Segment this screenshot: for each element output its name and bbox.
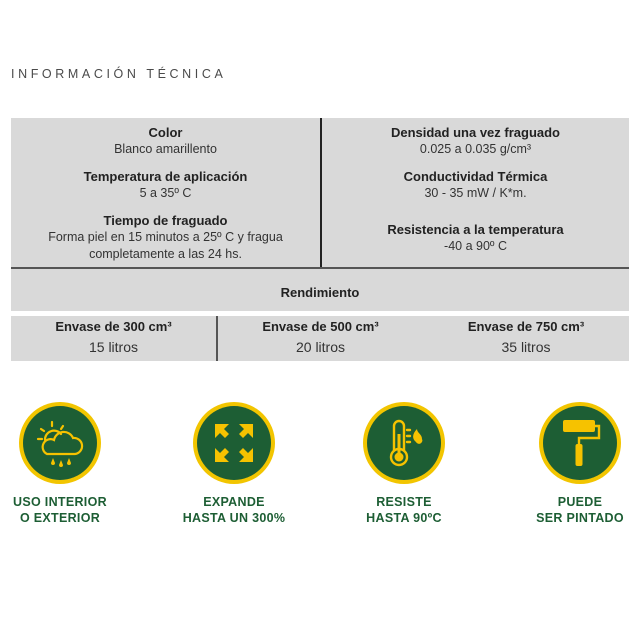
- spec-label: Tiempo de fraguado: [103, 213, 228, 228]
- spec-value: Blanco amarillento: [114, 142, 217, 156]
- rendimiento-title: Rendimiento: [280, 285, 360, 300]
- spec-label: Resistencia a la temperatura: [387, 222, 564, 237]
- spec-value: Forma piel en 15 minutos a 25º C y fragua: [48, 230, 283, 244]
- paint-roller-icon: [537, 400, 623, 486]
- spec-value: 0.025 a 0.035 g/cm³: [419, 142, 532, 156]
- spec-label: Temperatura de aplicación: [83, 169, 248, 184]
- envase-label: Envase de 300 cm³: [55, 319, 172, 334]
- spec-value: -40 a 90º C: [444, 239, 507, 253]
- feature-label: [500, 494, 640, 526]
- feature-label-line2: O EXTERIOR: [19, 511, 101, 525]
- spec-value: 5 a 35º C: [139, 186, 192, 200]
- spec-label: Color: [148, 125, 183, 140]
- spec-value: 30 - 35 mW / K*m.: [424, 186, 527, 200]
- envase-label: Envase de 750 cm³: [467, 319, 585, 334]
- feature-paintable: [500, 400, 640, 526]
- section-title: INFORMACIÓN TÉCNICA: [11, 67, 227, 81]
- feature-label-line1: EXPANDE: [203, 495, 265, 509]
- feature-label-line2: HASTA UN 300%: [182, 511, 286, 525]
- spec-temperature-resistance: [322, 221, 629, 255]
- spec-label: Densidad una vez fraguado: [390, 125, 561, 140]
- expand-arrows-icon: [191, 400, 277, 486]
- table-divider: [11, 267, 629, 269]
- feature-label: [0, 494, 140, 526]
- feature-indoor-outdoor: [0, 400, 140, 526]
- spec-density: [322, 124, 629, 158]
- envase-300: [11, 318, 216, 358]
- spec-thermal-conductivity: [322, 168, 629, 202]
- technical-info-table: [11, 118, 629, 361]
- feature-label-line2: SER PINTADO: [536, 511, 624, 525]
- feature-label-line1: RESISTE: [376, 495, 432, 509]
- spec-setting-time: [11, 212, 320, 263]
- thermometer-flame-icon: [361, 400, 447, 486]
- envase-value: 20 litros: [295, 339, 346, 355]
- spec-application-temperature: [11, 168, 320, 202]
- spec-value-continued: completamente a las 24 hs.: [89, 247, 242, 261]
- weather-cloud-sun-rain-icon: [17, 400, 103, 486]
- envase-750: [423, 318, 629, 358]
- feature-label-line1: USO INTERIOR: [13, 495, 107, 509]
- table-divider: [11, 311, 629, 316]
- envase-500: [218, 318, 423, 358]
- feature-label: [324, 494, 484, 526]
- spec-color: [11, 124, 320, 158]
- envase-value: 35 litros: [501, 339, 551, 355]
- spec-label: Conductividad Térmica: [403, 169, 548, 184]
- envase-value: 15 litros: [88, 339, 139, 355]
- envase-label: Envase de 500 cm³: [262, 319, 379, 334]
- feature-label: [154, 494, 314, 526]
- specs-left-column: [11, 118, 320, 267]
- feature-expands: [154, 400, 314, 526]
- specs-right-column: [322, 118, 629, 267]
- feature-label-line1: PUEDE: [557, 495, 603, 509]
- feature-heat-resistant: [324, 400, 484, 526]
- feature-label-line2: HASTA 90ºC: [366, 511, 442, 525]
